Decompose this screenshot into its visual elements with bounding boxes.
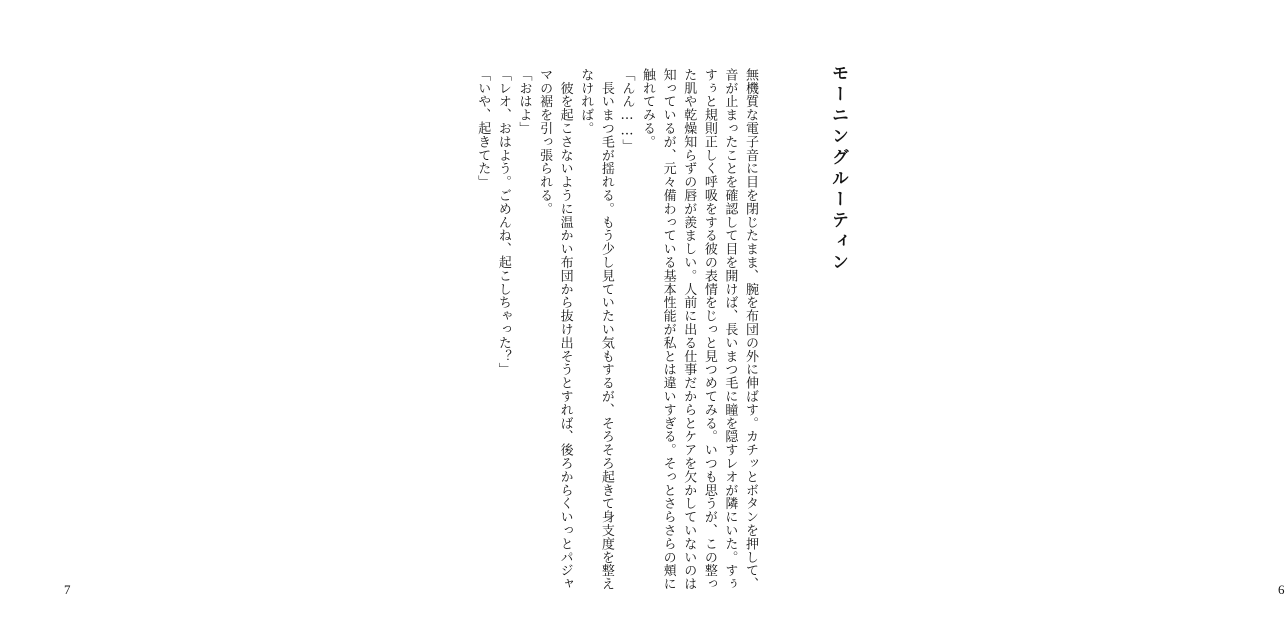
- right-page-line: 「おはよ」: [516, 68, 532, 135]
- right-page-line: 知っているが、元々備わっている基本性能が私とは違いすぎる。そっとさらさらの頬に: [660, 68, 676, 591]
- right-page-number: 6: [1278, 582, 1285, 597]
- left-page-number: 7: [64, 582, 71, 597]
- right-page-line: 触れてみる。: [640, 68, 656, 149]
- right-page-line: すぅと規則正しく呼吸をする彼の表情をじっと見つめてみる。いつも思うが、この整っ: [701, 68, 717, 591]
- right-page-line: 「レオ、おはよう。ごめんね、起こしちゃった？」: [495, 68, 511, 377]
- right-page-line: マの裾を引っ張られる。: [537, 68, 553, 216]
- right-page-line: 彼を起こさないように温かい布団から抜け出そうとすれば、後ろからくいっとパジャ: [557, 68, 573, 591]
- right-page-line: 「んん……」: [619, 68, 635, 153]
- chapter-title: モーニングルーティン: [828, 64, 848, 274]
- right-page-line: 「いや、起きてた」: [475, 68, 491, 189]
- right-page-line: 無機質な電子音に目を閉じたまま、腕を布団の外に伸ばす。カチッとボタンを押して、: [743, 68, 758, 591]
- left-page: [0, 0, 450, 621]
- right-page-line: た肌や乾燥知らずの唇が羨ましい。人前に出る仕事だからとケアを欠かしていないのは: [681, 68, 697, 591]
- right-page-body: [472, 68, 760, 591]
- right-page-line: なければ。: [578, 68, 594, 135]
- right-page-line: 長いまつ毛が揺れる。もう少し見ていたい気もするが、そろそろ起きて身支度を整え: [598, 68, 614, 591]
- right-page-line: 音が止まったことを確認して目を開けば、長いまつ毛に瞳を隠すレオが隣にいた。すぅ: [722, 68, 738, 591]
